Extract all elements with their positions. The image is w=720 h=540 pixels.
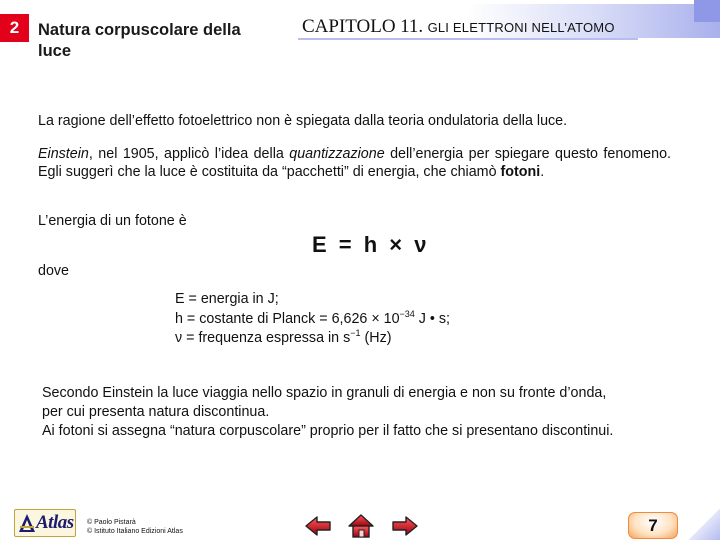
frequency-definition	[175, 329, 450, 349]
einstein-end: .	[540, 164, 545, 180]
photons-term: fotoni	[500, 164, 541, 180]
energy-formula: E = h × ν	[312, 232, 430, 257]
credits	[87, 518, 183, 536]
arrow-right-icon	[391, 515, 419, 537]
energy-definition: E = energia in J;	[175, 291, 279, 307]
einstein-text-a: , nel 1905, applicò l’idea della	[88, 146, 290, 162]
credit-author: © Paolo Pistarà	[87, 519, 136, 526]
planck-suffix: J • s;	[414, 310, 451, 327]
quantization-term: quantizzazione	[289, 146, 385, 162]
chapter-title: GLI ELETTRONI NELL’ATOMO	[427, 20, 615, 35]
chapter-header-corner	[694, 0, 720, 22]
atlas-logo	[14, 509, 76, 537]
frequency-suffix: (Hz)	[360, 330, 392, 346]
frequency-prefix: ν = frequenza espressa in s	[175, 330, 351, 346]
chapter-header-underline	[298, 38, 638, 40]
where-label: dove	[38, 263, 70, 279]
chapter-label: CAPITOLO	[302, 16, 396, 37]
intro-paragraph: La ragione dell’effetto fotoelettrico non è spiegata dalla teoria ondulatoria della luce.	[38, 113, 568, 129]
next-page-button[interactable]	[390, 513, 420, 539]
conclusion-line-2: per cui presenta natura discontinua.	[42, 404, 270, 420]
planck-exponent: −34	[399, 308, 415, 319]
symbol-definitions	[175, 290, 450, 349]
home-icon	[347, 513, 375, 539]
einstein-paragraph	[38, 145, 671, 181]
home-button[interactable]	[346, 513, 376, 539]
photon-energy-intro: L’energia di un fotone è	[38, 213, 187, 229]
einstein-text-b: dell’energia per spiegare questo fenomeno. Egli suggerì che la luce è costituita da “pacchetti” di energia, che chiamò	[38, 146, 671, 180]
atlas-logo-icon	[18, 513, 36, 533]
conclusion-line-3: Ai fotoni si assegna “natura corpuscolare” proprio per il fatto che si presentano discontinui.	[42, 423, 614, 439]
section-number-badge: 2	[0, 14, 29, 42]
chapter-number: 11.	[400, 16, 424, 37]
credit-publisher: © Istituto Italiano Edizioni Atlas	[87, 528, 183, 535]
conclusion-line-1: Secondo Einstein la luce viaggia nello spazio in granuli di energia e non su fronte d’onda,	[42, 385, 607, 401]
arrow-left-icon	[304, 515, 332, 537]
page-corner-decoration	[688, 508, 720, 540]
planck-prefix: h = costante di Planck = 6,626 × 10	[175, 310, 400, 327]
previous-page-button[interactable]	[303, 513, 333, 539]
planck-definition	[175, 310, 450, 330]
conclusion-paragraph	[42, 384, 682, 441]
section-title: Natura corpuscolare della luce	[38, 21, 241, 60]
einstein-name: Einstein	[38, 146, 89, 162]
frequency-exponent: −1	[350, 328, 361, 338]
atlas-logo-text: Atlas	[36, 512, 74, 533]
chapter-heading	[302, 16, 615, 38]
page-number-badge: 7	[628, 512, 678, 539]
